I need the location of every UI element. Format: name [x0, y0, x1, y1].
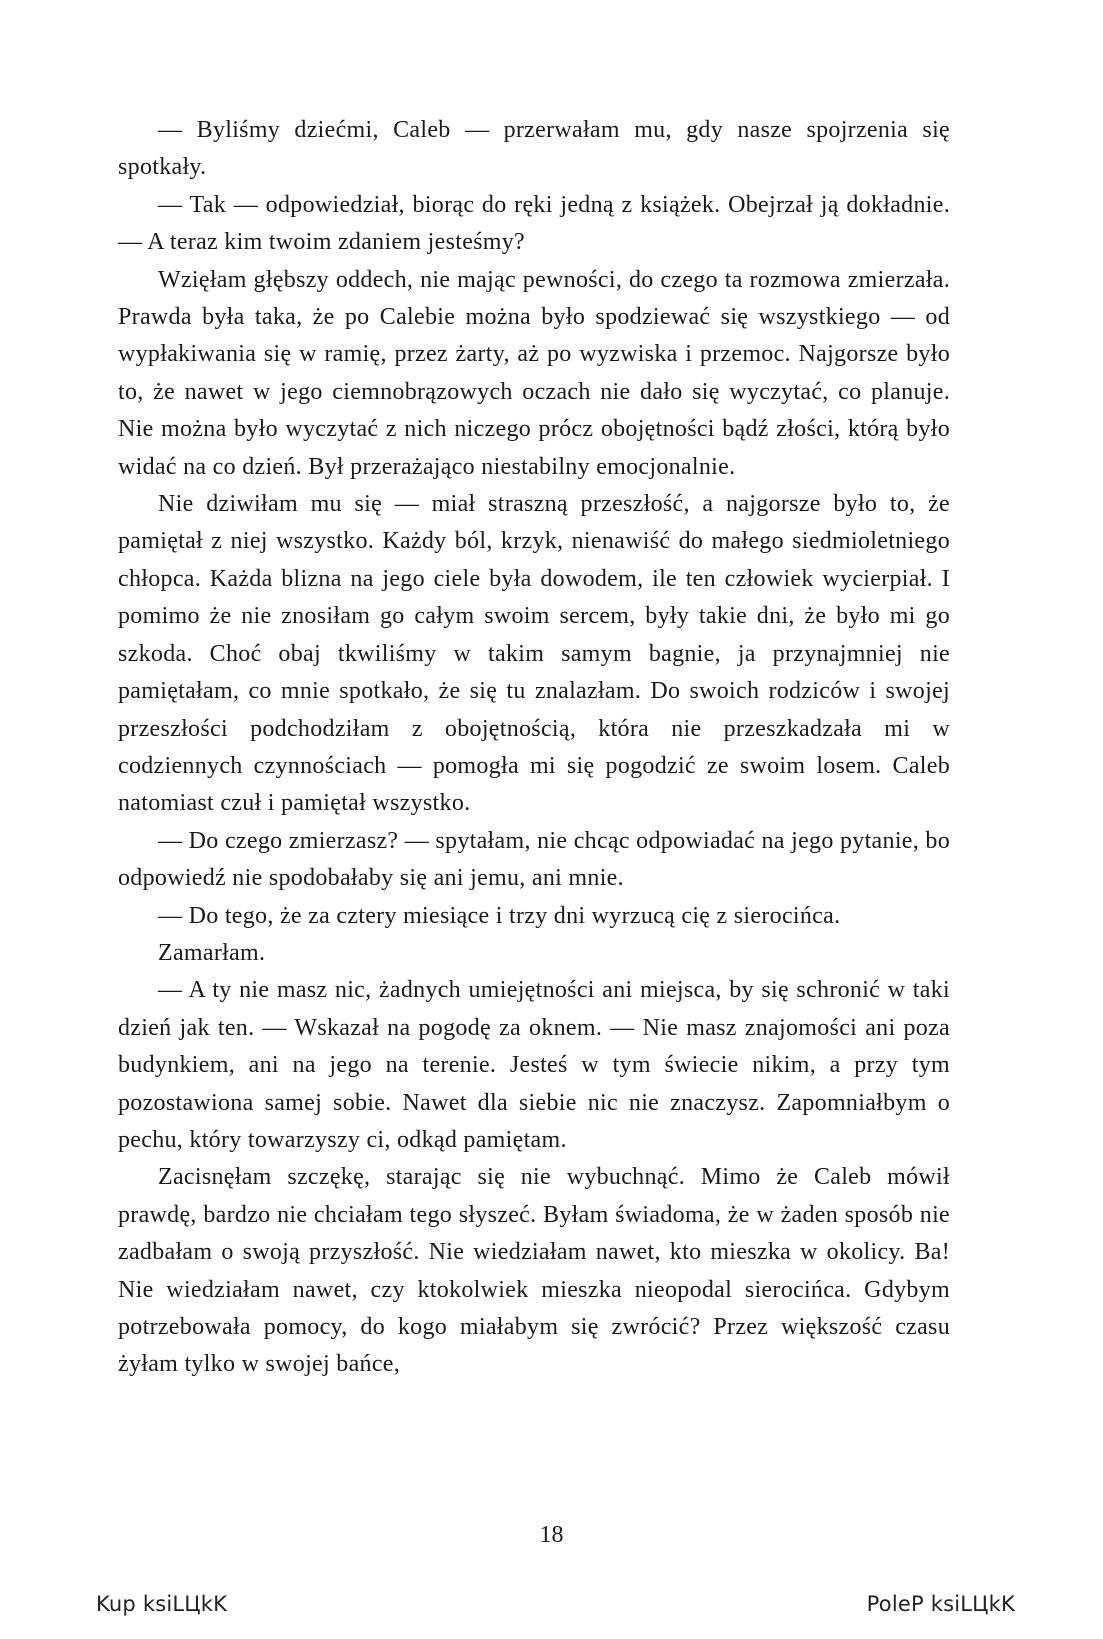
paragraph: Zamarłam. — [158, 939, 266, 966]
page-number: 18 — [539, 1522, 564, 1548]
paragraph: — Do czego zmierzasz? — spytałam, nie chcąc odpowiadać na jego pytanie, bo odpowiedź nie spodobałaby się ani jemu, ani mnie. — [118, 827, 950, 892]
paragraph: — Byliśmy dziećmi, Caleb — przerwałam mu, gdy nasze spojrzenia się spotkały. — [118, 117, 950, 181]
paragraph: — Tak — odpowiedział, biorąc do ręki jedną z książek. Obejrzał ją dokładnie. — A teraz kim twoim zdaniem jesteśmy? — [118, 191, 950, 256]
recommend-book-link[interactable]: PoleP ksiLЦkK — [866, 1592, 1015, 1616]
paragraph: — Do tego, że za cztery miesiące i trzy dni wyrzucą cię z sierocińca. — [158, 902, 841, 929]
paragraph: — A ty nie masz nic, żadnych umiejętności ani miejsca, by się schronić w taki dzień jak ten. — Wskazał na pogodę za oknem. — Nie masz znajomości ani poza budynkiem, ani na jego na terenie. Jesteś w tym świecie nikim, a przy tym pozostawiona samej sobie. Nawet dla siebie nic nie znaczysz. Zapomniałbym o pechu, który towarzyszy ci, odkąd pamiętam. — [118, 977, 950, 1153]
buy-book-link[interactable]: Kup ksiLЦkK — [96, 1592, 228, 1616]
page-text — [118, 112, 950, 1384]
paragraph: Nie dziwiłam mu się — miał straszną przeszłość, a najgorsze było to, że pamiętał z niej wszystko. Każdy ból, krzyk, nienawiść do małego siedmioletniego chłopca. Każda blizna na jego ciele była dowodem, ile ten człowiek wycierpiał. I pomimo że nie znosiłam go całym swoim sercem, były takie dni, że było mi go szkoda. Choć obaj tkwiliśmy w takim samym bagnie, ja przynajmniej nie pamiętałam, co mnie spotkało, że się tu znalazłam. Do swoich rodziców i swojej przeszłości podchodziłam z obojętnością, która nie przeszkadzała mi w codziennych czynnościach — pomogła mi się pogodzić ze swoim losem. Caleb natomiast czuł i pamiętał wszystko. — [118, 491, 950, 817]
paragraph: Wzięłam głębszy oddech, nie mając pewności, do czego ta rozmowa zmierzała. Prawda była taka, że po Calebie można było spodziewać się wszystkiego — od wypłakiwania się w ramię, przez żarty, aż po wyzwiska i przemoc. Najgorsze było to, że nawet w jego ciemnobrązowych oczach nie dało się wyczytać, co planuje. Nie można było wyczytać z nich niczego prócz obojętności bądź złości, którą było widać na co dzień. Był przerażająco niestabilny emocjonalnie. — [118, 266, 950, 480]
paragraph: Zacisnęłam szczękę, starając się nie wybuchnąć. Mimo że Caleb mówił prawdę, bardzo nie chciałam tego słyszeć. Byłam świadoma, że w żaden sposób nie zadbałam o swoją przyszłość. Nie wiedziałam nawet, kto mieszka w okolicy. Ba! Nie wiedziałam nawet, czy ktokolwiek mieszka nieopodal sierocińca. Gdybym potrzebowała pomocy, do kogo miałabym się zwrócić? Przez większość czasu żyłam tylko w swojej bańce, — [118, 1164, 950, 1378]
